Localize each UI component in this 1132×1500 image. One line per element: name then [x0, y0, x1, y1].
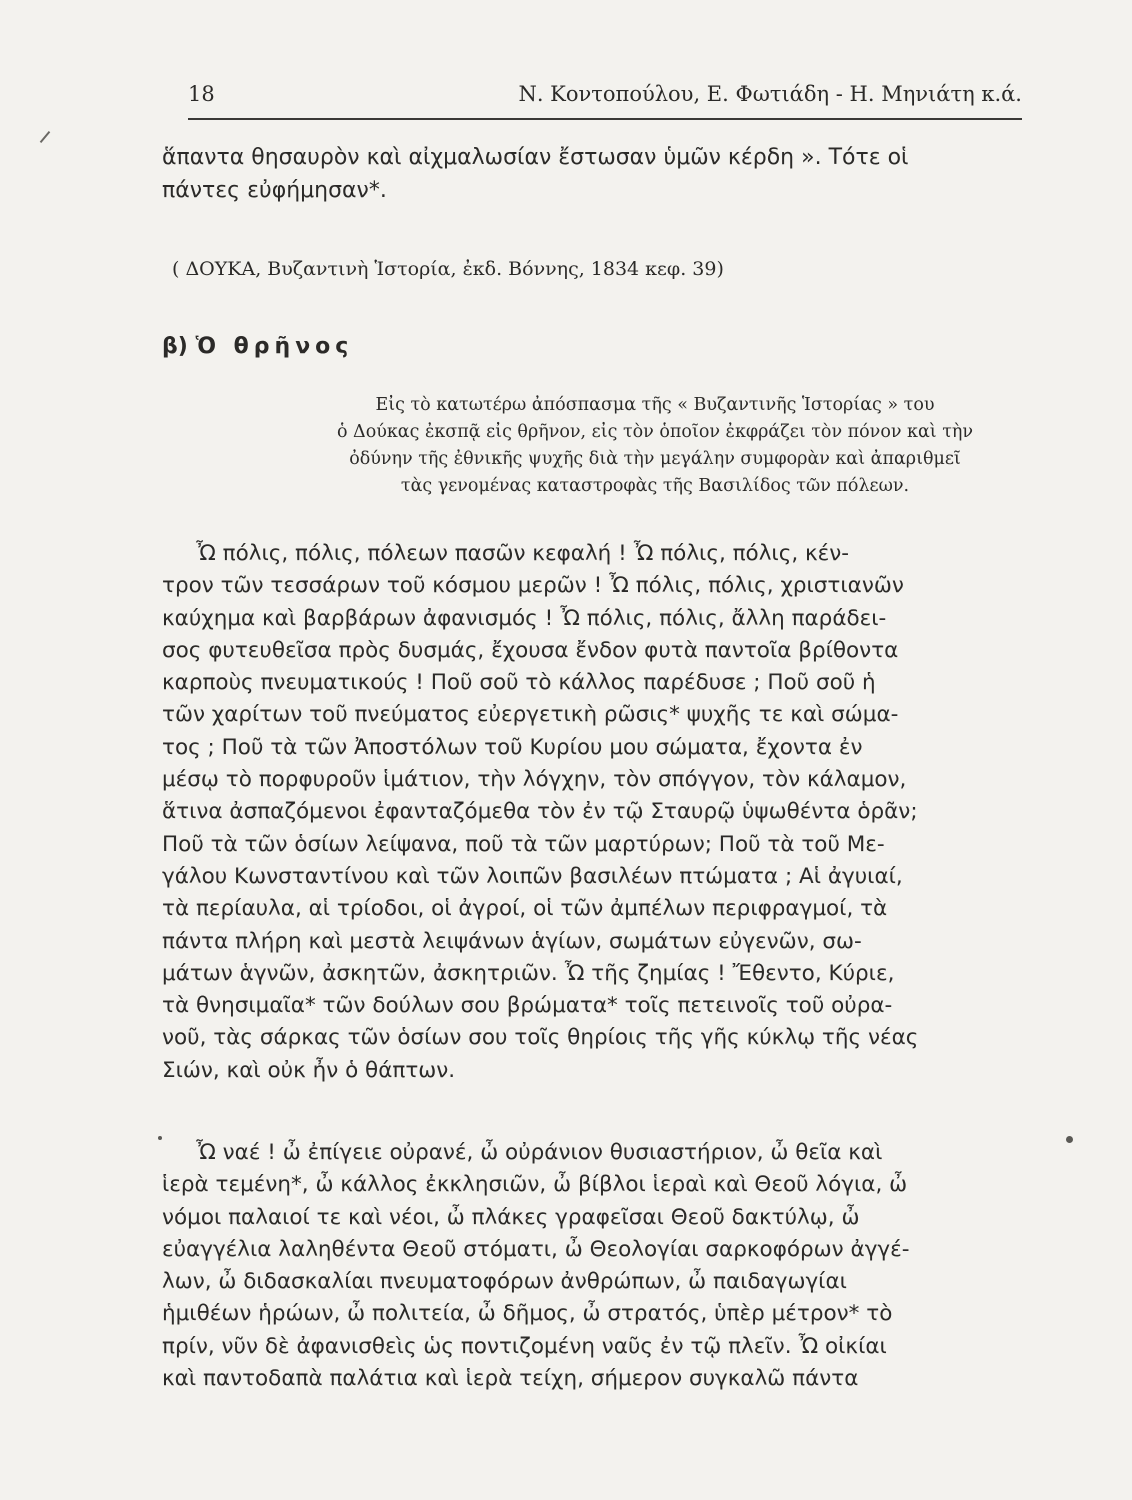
ink-speck	[158, 1136, 162, 1140]
section-title: Ὁ θρῆνος	[195, 334, 354, 359]
text-line: τος ; Ποῦ τὰ τῶν Ἀποστόλων τοῦ Κυρίου μου σώματα, ἔχοντα ἐν	[162, 734, 863, 760]
text-line: Ποῦ τὰ τῶν ὁσίων λείψανα, ποῦ τὰ τῶν μαρτύρων; Ποῦ τὰ τοῦ Με-	[162, 831, 885, 857]
text-line: μάτων ἁγνῶν, ἀσκητῶν, ἀσκητριῶν. Ὦ τῆς ζημίας ! Ἔθεντο, Κύριε,	[162, 960, 895, 986]
text-line: ἱερὰ τεμένη*, ὦ κάλλος ἐκκλησιῶν, ὦ βίβλοι ἱεραὶ καὶ Θεοῦ λόγια, ὦ	[162, 1172, 908, 1198]
page-header	[188, 82, 1022, 116]
text-line: τῶν χαρίτων τοῦ πνεύματος εὐεργετικὴ ρῶσις* ψυχῆς τε καὶ σώμα-	[162, 702, 899, 728]
text-line: σος φυτευθεῖσα πρὸς δυσμάς, ἔχουσα ἔνδον φυτὰ παντοῖα βρίθοντα	[162, 637, 899, 663]
intro-paragraph	[270, 392, 1040, 500]
text-line: τρον τῶν τεσσάρων τοῦ κόσμου μερῶν ! Ὦ πόλις, πόλις, χριστιανῶν	[162, 573, 904, 599]
section-heading	[162, 334, 353, 359]
text-line: ἡμιθέων ἡρώων, ὦ πολιτεία, ὦ δῆμος, ὦ στρατός, ὑπὲρ μέτρον* τὸ	[162, 1301, 893, 1327]
text-line: λων, ὦ διδασκαλίαι πνευματοφόρων ἀνθρώπων, ὦ παιδαγωγίαι	[162, 1269, 847, 1295]
source-citation: ( ΔΟΥΚΑ, Βυζαντινὴ Ἱστορία, ἐκδ. Βόννης, 1834 κεφ. 39)	[172, 258, 724, 280]
text-line: εὐαγγέλια λαληθέντα Θεοῦ στόματι, ὦ Θεολογίαι σαρκοφόρων ἀγγέ-	[162, 1236, 910, 1262]
text-line: ἅπαντα θησαυρὸν καὶ αἰχμαλωσίαν ἔστωσαν ὑμῶν κέρδη ». Τότε οἱ	[162, 145, 909, 170]
text-line: γάλου Κωνσταντίνου καὶ τῶν λοιπῶν βασιλέων πτώματα ; Αἱ ἀγυιαί,	[162, 863, 903, 889]
text-line: ὀδύνην τῆς ἐθνικῆς ψυχῆς διὰ τὴν μεγάλην συμφορὰν καὶ ἀπαριθμεῖ	[349, 449, 961, 469]
running-title: Ν. Κοντοπούλου, Ε. Φωτιάδη - Η. Μηνιάτη κ.ά.	[518, 82, 1022, 106]
pencil-mark	[40, 131, 51, 143]
text-line: Σιών, καὶ οὐκ ἦν ὁ θάπτων.	[162, 1057, 456, 1083]
text-line: καύχημα καὶ βαρβάρων ἀφανισμός ! Ὦ πόλις, πόλις, ἄλλη παράδει-	[162, 605, 887, 631]
section-marker: β)	[162, 334, 188, 359]
text-line: καρποὺς πνευματικούς ! Ποῦ σοῦ τὸ κάλλος παρέδυσε ; Ποῦ σοῦ ἡ	[162, 670, 876, 696]
lament-paragraph-2	[162, 1137, 910, 1395]
text-line: πρίν, νῦν δὲ ἀφανισθεὶς ὡς ποντιζομένη ναῦς ἐν τῷ πλεῖν. Ὦ οἰκίαι	[162, 1333, 887, 1359]
opening-paragraph	[162, 142, 909, 207]
text-line: πάντες εὐφήμησαν*.	[162, 177, 387, 203]
text-line: Ὦ πόλις, πόλις, πόλεων πασῶν κεφαλή ! Ὦ πόλις, πόλις, κέν-	[196, 541, 850, 566]
header-rule	[188, 118, 1022, 120]
ink-speck	[1066, 1136, 1073, 1143]
text-line: Ὦ ναέ ! ὦ ἐπίγειε οὐρανέ, ὦ οὐράνιον θυσιαστήριον, ὦ θεῖα καὶ	[196, 1140, 883, 1165]
text-line: νοῦ, τὰς σάρκας τῶν ὁσίων σου τοῖς θηρίοις τῆς γῆς κύκλῳ τῆς νέας	[162, 1025, 919, 1051]
text-line: ἅτινα ἀσπαζόμενοι ἐφανταζόμεθα τὸν ἐν τῷ Σταυρῷ ὑψωθέντα ὁρᾶν;	[162, 799, 918, 825]
text-line: μέσῳ τὸ πορφυροῦν ἱμάτιον, τὴν λόγχην, τὸν σπόγγον, τὸν κάλαμον,	[162, 767, 907, 793]
text-line: τὰ θνησιμαῖα* τῶν δούλων σου βρώματα* τοῖς πετεινοῖς τοῦ οὐρα-	[162, 993, 893, 1019]
text-line: Εἰς τὸ κατωτέρω ἀπόσπασμα τῆς « Βυζαντινῆς Ἱστορίας » του	[375, 395, 935, 415]
text-line: ὁ Δούκας ἐκσπᾷ εἰς θρῆνον, εἰς τὸν ὁποῖον ἐκφράζει τὸν πόνον καὶ τὴν	[336, 422, 974, 442]
page-number: 18	[188, 82, 215, 106]
text-line: τὰς γενομένας καταστροφὰς τῆς Βασιλίδος τῶν πόλεων.	[400, 476, 910, 496]
text-line: πάντα πλήρη καὶ μεστὰ λειψάνων ἁγίων, σωμάτων εὐγενῶν, σω-	[162, 928, 862, 954]
lament-paragraph-1	[162, 538, 918, 1087]
text-line: νόμοι παλαιοί τε καὶ νέοι, ὦ πλάκες γραφεῖσαι Θεοῦ δακτύλῳ, ὦ	[162, 1204, 860, 1230]
text-line: τὰ περίαυλα, αἱ τρίοδοι, οἱ ἀγροί, οἱ τῶν ἀμπέλων περιφραγμοί, τὰ	[162, 896, 888, 922]
text-line: καὶ παντοδαπὰ παλάτια καὶ ἱερὰ τείχη, σήμερον συγκαλῶ πάντα	[162, 1366, 859, 1392]
